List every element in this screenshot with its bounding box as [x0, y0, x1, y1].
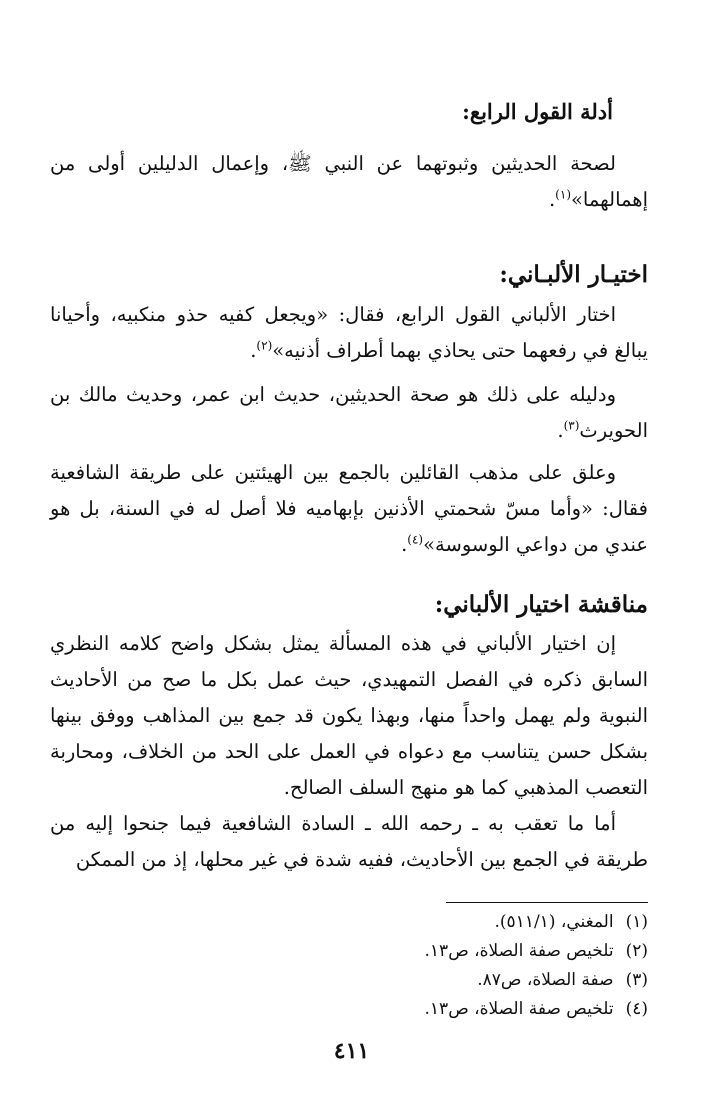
footnote-reference: (١): [555, 187, 571, 202]
sentence-end: .: [557, 419, 564, 442]
footnote-reference: (٢): [256, 338, 273, 353]
sentence-end: .: [250, 339, 257, 362]
footnote-reference: (٣): [563, 418, 580, 433]
paragraph-text: اختار الألباني القول الرابع، فقال: «ويجعل كفيه حذو منكبيه، وأحيانا يبالغ في رفعهما حتى يحاذي بهما أطراف أذنيه»: [50, 303, 648, 362]
section-heading-albani-choice: اختيـار الألبـاني:: [499, 261, 648, 288]
footnote-item: [425, 966, 648, 995]
footnote-separator: [446, 902, 648, 903]
footnote-text: تلخيص صفة الصلاة، ص١٣.: [424, 941, 614, 961]
section-heading-fourth-opinion-evidence: أدلة القول الرابع:: [462, 99, 613, 124]
sentence-end: .: [401, 533, 408, 556]
page-number: ٤١١: [333, 1038, 370, 1064]
paragraph-text: وعلق على مذهب القائلين بالجمع بين الهيئتين على طريقة الشافعية فقال: «وأما مسّ شحمتي الأذنين بإبهاميه فلا أصل له في السنة، بل هو عندي من دواعي الوسوسة»: [50, 461, 648, 556]
paragraph-discussion: إن اختيار الألباني في هذه المسألة يمثل بشكل واضح كلامه النظري السابق ذكره في الفصل التمهيدي، حيث عمل بكل ما صح من الأحاديث النبوية ولم يهمل واحداً منها، وبهذا يكون قد جمع بين المذاهب ووفق بينها بشكل حسن يتناسب مع دعواه في العمل على الحد من الخلاف، ومحاربة التعصب المذهبي كما هو منهج السلف الصالح.: [50, 632, 648, 799]
footnote-text: صفة الصلاة، ص٨٧.: [477, 970, 614, 990]
paragraph-text: لصحة الحديثين وثبوتهما عن النبي ﷺ، وإعمال الدليلين أولى من إهمالهما»: [50, 152, 648, 211]
footnote-number: (٤): [625, 999, 648, 1019]
footnote-text: المغني، (٥١١/١).: [494, 912, 614, 932]
paragraph-albani-comment: [50, 455, 648, 563]
paragraph-albani-evidence: [50, 377, 648, 449]
footnote-item: [425, 908, 648, 937]
section-heading-discussion: مناقشة اختيار الألباني:: [434, 591, 648, 618]
footnotes: [425, 908, 648, 1024]
footnote-text: تلخيص صفة الصلاة، ص١٣.: [424, 999, 614, 1019]
paragraph-evidence: [50, 146, 648, 218]
footnote-item: [425, 937, 648, 966]
footnote-number: (٢): [625, 941, 648, 961]
footnote-number: (٣): [625, 970, 648, 990]
footnote-number: (١): [625, 912, 648, 932]
sentence-end: .: [548, 188, 556, 211]
paragraph-albani-choice: [50, 297, 648, 369]
footnote-item: [425, 995, 648, 1024]
paragraph-critique: أما ما تعقب به ـ رحمه الله ـ السادة الشافعية فيما جنحوا إليه من طريقة في الجمع بين الأحاديث، ففيه شدة في غير محلها، إذ من الممكن: [50, 812, 648, 871]
footnote-reference: (٤): [407, 532, 424, 547]
paragraph-text: ودليله على ذلك هو صحة الحديثين، حديث ابن عمر، وحديث مالك بن الحويرث: [50, 383, 648, 442]
